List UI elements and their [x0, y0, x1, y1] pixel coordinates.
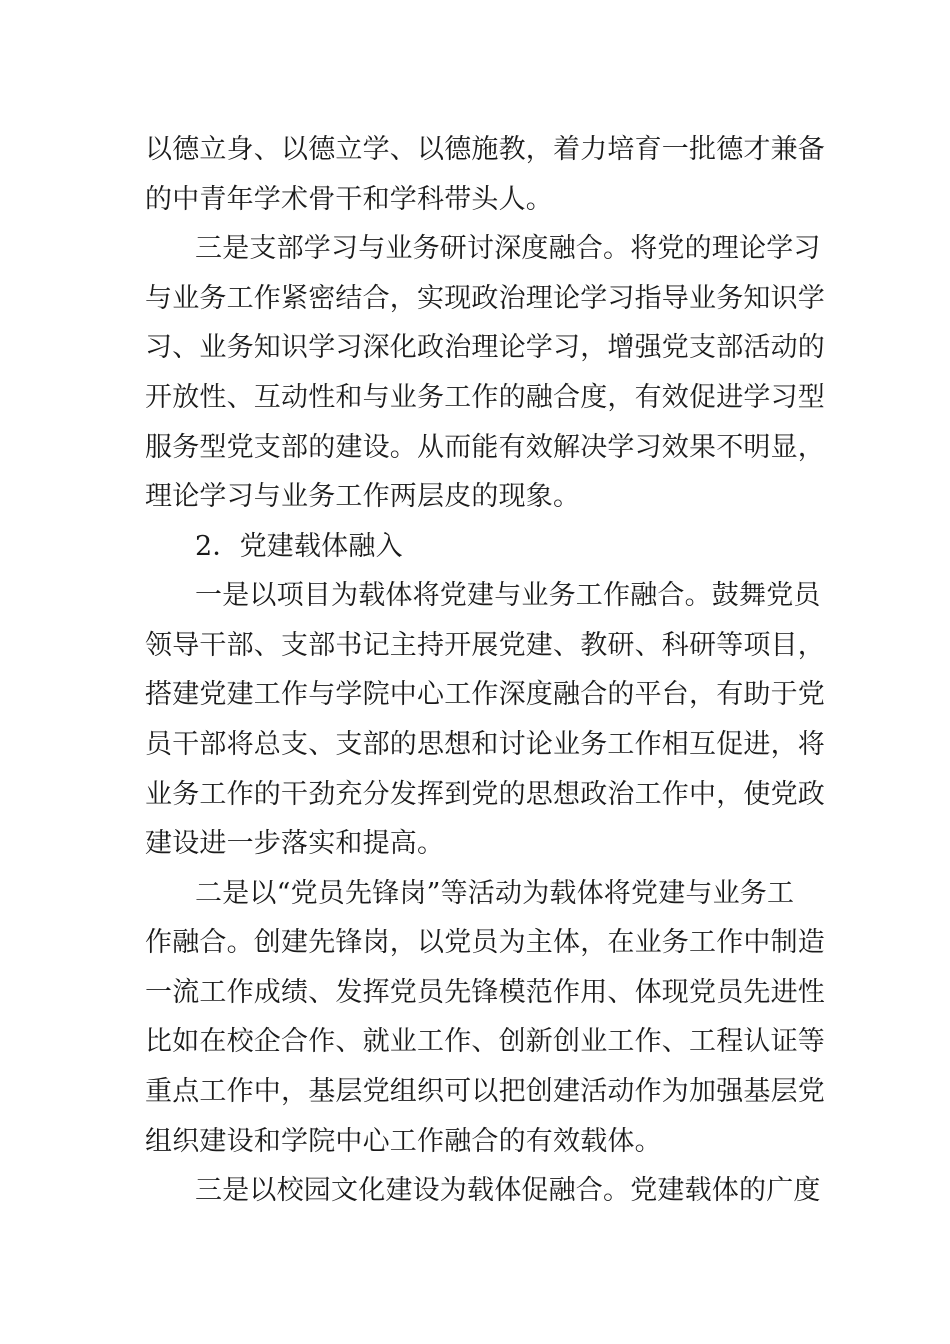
- text-line: 的中青年学术骨干和学科带头人。: [145, 184, 553, 215]
- text-line: 领导干部、支部书记主持开展党建、教研、科研等项目，: [145, 630, 825, 661]
- paragraph-first-line: 三是支部学习与业务研讨深度融合。将党的理论学习: [195, 233, 821, 264]
- text-line: 员干部将总支、支部的思想和讨论业务工作相互促进，将: [145, 729, 825, 760]
- text-line: 搭建党建工作与学院中心工作深度融合的平台，有助于党: [145, 679, 825, 710]
- text-line: 与业务工作紧密结合，实现政治理论学习指导业务知识学: [145, 283, 825, 314]
- paragraph-first-line: 二是以“党员先锋岗”等活动为载体将党建与业务工: [195, 878, 795, 909]
- text-line: 重点工作中，基层党组织可以把创建活动作为加强基层党: [145, 1076, 825, 1107]
- text-line: 比如在校企合作、就业工作、创新创业工作、工程认证等: [145, 1026, 825, 1057]
- text-line: 建设进一步落实和提高。: [145, 828, 445, 859]
- text-line: 作融合。创建先锋岗，以党员为主体，在业务工作中制造: [145, 927, 825, 958]
- text-line: 以德立身、以德立学、以德施教，着力培育一批德才兼备: [145, 134, 825, 165]
- text-line: 一流工作成绩、发挥党员先锋模范作用、体现党员先进性: [145, 977, 825, 1008]
- text-line: 业务工作的干劲充分发挥到党的思想政治工作中，使党政: [145, 779, 825, 810]
- text-line: 服务型党支部的建设。从而能有效解决学习效果不明显，: [145, 432, 825, 463]
- text-line: 开放性、互动性和与业务工作的融合度，有效促进学习型: [145, 382, 825, 413]
- section-heading: 2．党建载体融入: [195, 531, 403, 562]
- text-line: 理论学习与业务工作两层皮的现象。: [145, 481, 581, 512]
- text-line: 组织建设和学院中心工作融合的有效载体。: [145, 1126, 662, 1157]
- paragraph-first-line: 三是以校园文化建设为载体促融合。党建载体的广度: [195, 1175, 821, 1206]
- paragraph-first-line: 一是以项目为载体将党建与业务工作融合。鼓舞党员: [195, 580, 821, 611]
- text-line: 习、业务知识学习深化政治理论学习，增强党支部活动的: [145, 332, 825, 363]
